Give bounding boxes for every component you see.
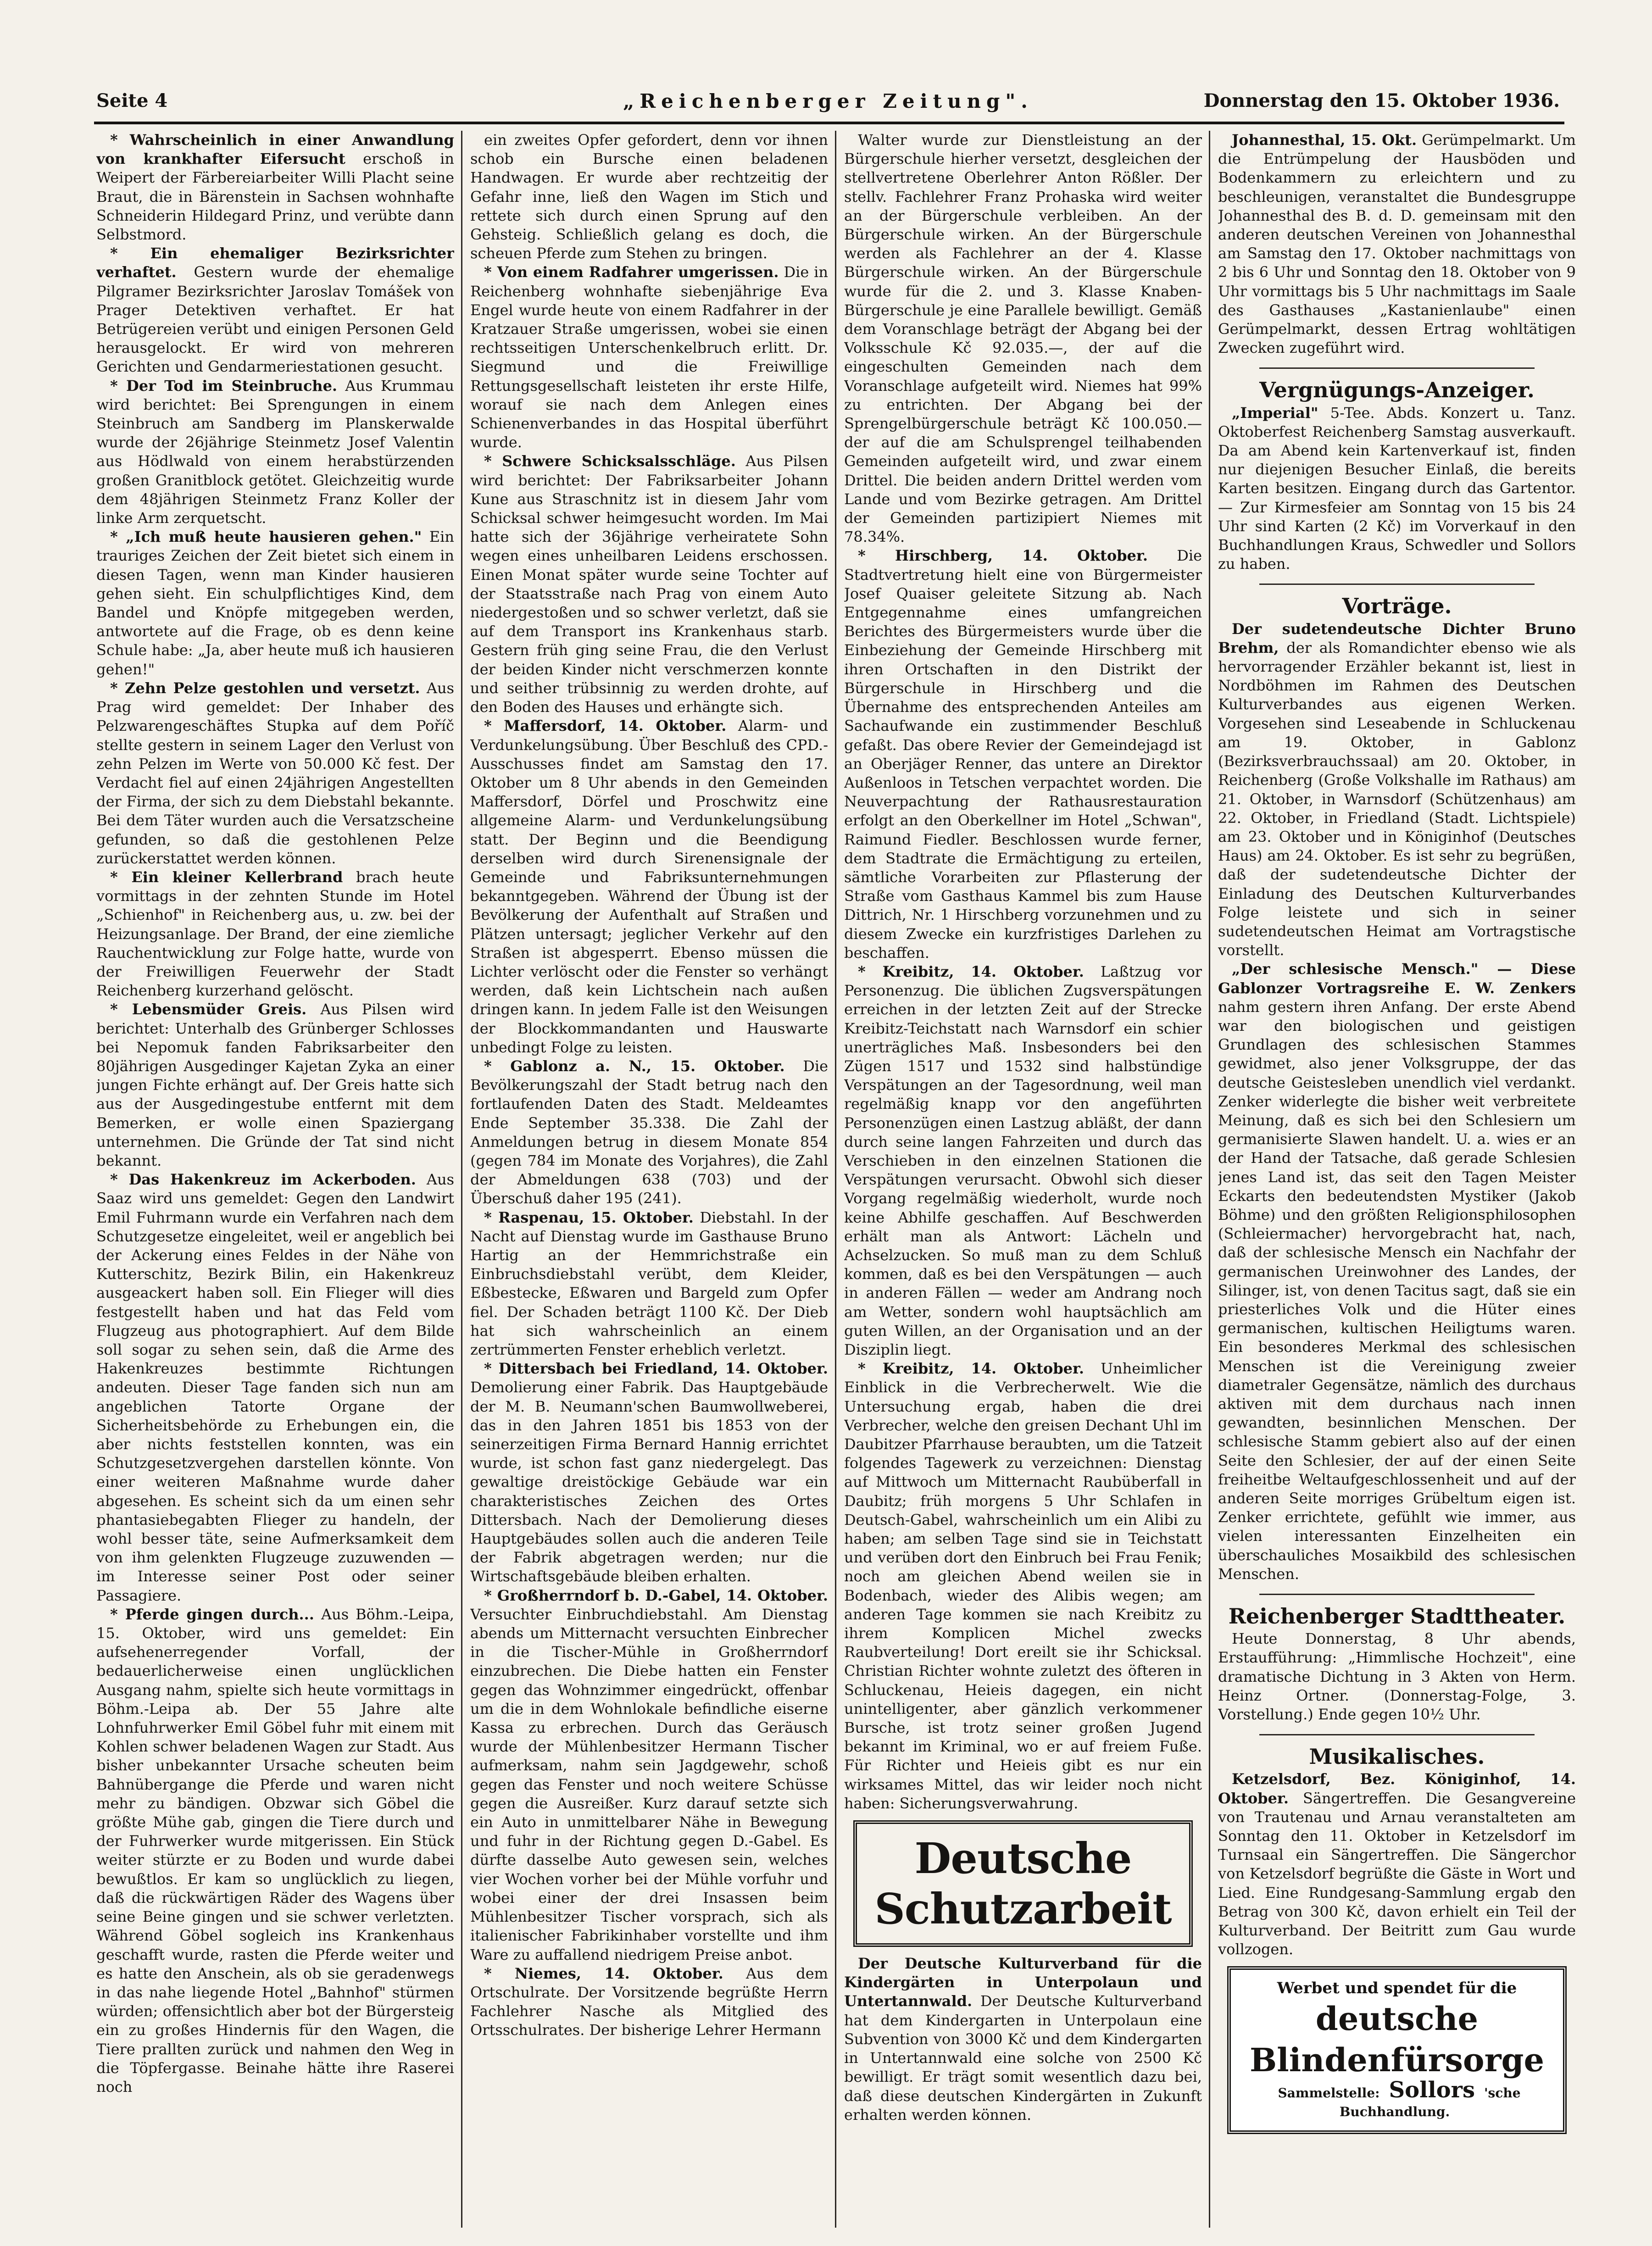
article [470, 1208, 828, 1360]
article-body: der als Romandichter ebenso wie als hervorragender Erzähler bekannt ist, liest in Nordböhmen im Rahmen des Deutschen Kulturverbandes aus eigenen Werken. Vorgesehen sind Leseabende in Schluckenau am 19. Oktober, in Gablonz (Bezirksverbrauchssaal) am 20. Oktober, in Reichenberg (Große Volkshalle im Rathaus) am 21. Oktober, in Warnsdorf (Schützenhaus) am 22. Oktober, in Friedland (Stadt. Lichtspiele) am 23. Oktober und in Königinhof (Deutsches Haus) am 24. Oktober. Es ist sehr zu begrüßen, daß der sudetendeutsche Dichter der Einladung des Deutschen Kulturverbandes Folge leistete und sich in seiner sudetendeutschen Heimat am Vortragstische vorstellt. [1218, 639, 1576, 959]
article [470, 131, 828, 263]
article-headline: Der Deutsche Kulturverband für die Kindergärten in Unterpolaun und Untertannwald. [844, 1955, 1202, 2010]
article-headline: * Hirschberg, 14. Oktober. [858, 547, 1148, 565]
article-headline: Ketzelsdorf, Bez. Königinhof, 14. Oktober. [1218, 1770, 1576, 1807]
article-body: Unheimlicher Einblick in die Verbrecherwelt. Wie die Untersuchung ergab, haben die drei Verbrecher, welche den greisen Dechant Uhl im Daubitzer Pfarrhause beraubten, um die Tatzeit folgendes Tagewerk zu verzeichnen: Dienstag auf Mittwoch um Mitternacht Raubüberfall in Daubitz; früh morgens 5 Uhr Schlafen in Deutsch-Gabel, wahrscheinlich um ein Alibi zu haben; am selben Tage sind sie in Teichstatt und verüben dort den Einbruch bei Frau Fenik; noch am gleichen Abend weilen sie in Bodenbach, wieder des Alibis wegen; am anderen Tage kommen sie nach Kreibitz zu ihrem Komplicen Michel zwecks Raubverteilung! Dort ereilt sie ihr Schicksal. Christian Richter wohnte zuletzt des öfteren in Schluckenau, Heieis dagegen, ein nicht unintelligenter, aber gänzlich verkommener Bursche, ist trotz seiner großen Jugend bekannt im Kriminal, wo er auf freiem Fuße. Für Richter und Heieis gibt es nur ein wirksames Mittel, das wir leider noch nicht haben: Sicherungsverwahrung. [844, 1360, 1202, 1812]
article-headline: * Das Hakenkreuz im Ackerboden. [110, 1171, 416, 1189]
article-body: Diebstahl. In der Nacht auf Dienstag wurde im Gasthause Bruno Hartig an der Hemmrichstraße ein Einbruchsdiebstahl verübt, dem Kleider, Eßbestecke, Eßwaren und Bargeld zum Opfer fiel. Der Schaden beträgt 1100 Kč. Der Dieb hat sich wahrscheinlich an einem zertrümmerten Fenster erheblich verletzt. [470, 1208, 828, 1358]
section-heading-vergnuegung: Vergnügungs-Anzeiger. [1259, 378, 1535, 403]
article-body: Alarm- und Verdunkelungsübung. Über Beschluß des CPD.-Ausschusses findet am Samstag den 17. Oktober um 8 Uhr abends in den Gemeinden Maffersdorf, Dörfel und Proschwitz eine allgemeine Alarm- und Verdunkelungsübung statt. Der Beginn und die Beendigung derselben wird durch Sirenensignale der Gemeinde und Fabriksunternehmungen bekanntgegeben. Während der Übung ist der Bevölkerung der Aufenthalt auf Straßen und Plätzen untersagt; jeglicher Verkehr auf den Straßen ist abgesperrt. Ebenso müssen die Lichter verlöscht oder die Fenster so verhängt werden, daß kein Lichtschein nach außen dringen kann. In jedem Falle ist den Weisungen der Blockkommandanten und Hauswarte unbedingt Folge zu leisten. [470, 717, 828, 1056]
article [1218, 404, 1576, 574]
schutzarbeit-ad [853, 1820, 1193, 1947]
article-body: brach heute vormittags in der zehnten Stunde im Hotel „Schienhof" in Reichenberg aus, u. zw. bei der Heizungsanlage. Der Brand, der eine ziemliche Rauchentwicklung zur Folge hatte, wurde von der Freiwilligen Feuerwehr der Stadt Reichenberg kurzerhand gelöscht. [96, 868, 454, 1000]
article [470, 263, 828, 452]
article [96, 244, 454, 376]
page-number: Seite 4 [96, 90, 168, 111]
article-body: Die in Reichenberg wohnhafte siebenjährige Eva Engel wurde heute von einem Radfahrer in der Kratzauer Straße umgerissen, wobei sie einen rechtsseitigen Unterschenkelbruch erlitt. Dr. Siegmund und die Freiwillige Rettungsgesellschaft leisteten ihr erste Hilfe, worauf sie nach dem Anlegen eines Schienenverbandes in das Hospital überführt wurde. [470, 263, 828, 451]
article-headline: * Raspenau, 15. Oktober. [484, 1208, 694, 1226]
article [1218, 131, 1576, 357]
article-headline: Johannesthal, 15. Okt. [1232, 131, 1417, 149]
article [1218, 960, 1576, 1584]
column-divider [835, 131, 836, 2228]
article [96, 1000, 454, 1170]
ad-tagline: Werbet und spendet für die [1277, 1979, 1517, 1998]
article-body: Walter wurde zur Dienstleistung an der Bürgerschule hierher versetzt, desgleichen der stellvertretene Oberlehrer Anton Rößler. Der stellv. Fachlehrer Franz Prohaska wird weiter an der Bürgerschule verbleiben. An der Bürgerschule wirken. An der Bürgerschule werden als Fachlehrer an der 4. Klasse Bürgerschule wirken. An der Bürgerschule wurde für die 2. und 3. Klasse Knaben-Bürgerschule je eine Parallele bewilligt. Gemäß dem Voranschlage beträgt der Abgang bei der Volksschule Kč 92.035.—, der auf die eingeschulten Gemeinden nach dem Voranschlage aufgeteilt wird. Niemes hat 99% zu entrichten. Der Abgang bei der Sprengelbürgerschule beträgt Kč 100.050.— der auf die am Schulsprengel teilhabenden Gemeinden aufgeteilt wird, und zwar einem Drittel. Die beiden andern Drittel werden vom Lande und vom Bezirke getragen. Am Drittel der Gemeinden partizipiert Niemes mit 78.34%. [844, 131, 1202, 546]
article-body: Aus Krummau wird berichtet: Bei Sprengungen in einem Steinbruch am Sandberg im Planskerwalde wurde der 26jährige Steinmetz Josef Valentin aus Hödlwald von einem herabstürzenden großen Granitblock getötet. Gleichzeitig wurde dem 48jährigen Steinmetz Franz Koller der linke Arm zerquetscht. [96, 377, 454, 527]
section-rule [1259, 1734, 1535, 1735]
article-headline: * Ein ehemaliger Bezirksrichter verhaftet. [96, 245, 454, 281]
article-headline: * Kreibitz, 14. Oktober. [858, 962, 1084, 980]
article [844, 546, 1202, 962]
article [470, 452, 828, 717]
section-heading-vortraege: Vorträge. [1342, 594, 1452, 619]
article [844, 131, 1202, 546]
article-headline: * Maffersdorf, 14. Oktober. [484, 717, 727, 735]
article-body: Die Stadtvertretung hielt eine von Bürgermeister Josef Quaiser geleitete Sitzung ab. Nach Entgegennahme eines umfangreichen Berichtes des Bürgermeisters wurde über die Einbeziehung der Gemeinde Hirschberg mit ihren Ortschaften in den Distrikt der Bürgerschule in Hirschberg und die Übernahme des entsprechenden Anteiles am Sachaufwande ein zustimmender Beschluß gefaßt. Das obere Revier der Gemeindejagd ist an Oberjäger Renner, das untere an Direktor Außenloos in Tetschen verpachtet worden. Die Neuverpachtung der Rathausrestauration erfolgt an den Oberkellner im Hotel „Schwan", Raimund Fiedler. Beschlossen wurde ferner, dem Stadtrate die Ermächtigung zu erteilen, sämtliche Vorarbeiten zur Pflasterung der Straße vom Gasthaus Kammel bis zum Hause Dittrich, Nr. 1 Hirschberg vorzunehmen und zu diesem Zwecke ein kurzfristiges Darlehen zu beschaffen. [844, 547, 1202, 962]
article [96, 377, 454, 528]
article-body: Aus Böhm.-Leipa, 15. Oktober, wird uns gemeldet: Ein aufsehenerregender Vorfall, der bedauerlicherweise einen unglücklichen Ausgang nahm, spielte sich heute vormittags in Böhm.-Leipa ab. Der 55 Jahre alte Lohnfuhrwerker Emil Göbel fuhr mit einem mit Kohlen schwer beladenen Wagen zur Stadt. Aus bisher unbekannter Ursache scheuten beim Bahnübergange die Pferde und waren nicht mehr zu bändigen. Obzwar sich Göbel die größte Mühe gab, gingen die Tiere durch und der Fuhrwerker wurde mitgerissen. Ein Stück weiter stürzte er zu Boden und wurde dabei bewußtlos. Er kam so unglücklich zu liegen, daß die rückwärtigen Räder des Wagens über seine Beine gingen und sie schwer verletzten. Während Göbel sogleich ins Krankenhaus geschafft wurde, rasten die Pferde weiter und es hatte den Anschein, als ob sie geradenwegs in das nahe liegende Hotel „Bahnhof" stürmen würden; offensichtlich aber bot der Bürgersteig ein zu großes Hindernis für den Wagen, die Tiere prallten zurück und nahmen den Weg in die Töpfergasse. Beinahe hätte ihre Raserei noch [96, 1605, 454, 2096]
article-headline: * Schwere Schicksalsschläge. [484, 452, 736, 470]
section-heading-musik: Musikalisches. [1309, 1744, 1485, 1769]
column-divider [461, 131, 462, 2228]
column-divider [1209, 131, 1210, 2228]
article-headline: „Der schlesische Mensch." — Diese Gablonzer Vortragsreihe E. W. Zenkers [1218, 960, 1576, 997]
article-body: Gestern wurde der ehemalige Pilgramer Bezirksrichter Jaroslav Tomášek von Prager Detektiven verhaftet. Er hat Betrügereien verübt und einigen Personen Geld herausgelockt. Er wird von mehreren Gerichten und Gendarmeriestationen gesucht. [96, 263, 454, 376]
column-2 [470, 131, 828, 2228]
article [1218, 620, 1576, 960]
article [96, 528, 454, 679]
article-headline: * Der Tod im Steinbruche. [110, 377, 338, 395]
article-body: Sängertreffen. Die Gesangvereine von Trautenau und Arnau veranstalteten am Sonntag den 11. Oktober in Ketzelsdorf im Turnsaal ein Sängertreffen. Die Sängerchor von Ketzelsdorf begrüßte die Gäste in Wort und Lied. Eine Rundgesang-Sammlung ergab den Betrag von 300 Kč, davon erhielt ein Teil der Kulturverband. Der Beitritt zum Gau wurde vollzogen. [1218, 1789, 1576, 1958]
article [844, 962, 1202, 1359]
article-headline: * Ein kleiner Kellerbrand [110, 868, 343, 886]
column-1 [96, 131, 454, 2228]
article-headline: * Lebensmüder Greis. [110, 1001, 307, 1018]
article-headline: * Niemes, 14. Oktober. [484, 1964, 723, 1982]
ad-title: Deutsche Schutzarbeit [874, 1834, 1172, 1934]
article-body: Laßtzug vor Personenzug. Die üblichen Zugsverspätungen erreichen in der letzten Zeit auf der Strecke Kreibitz-Teichstatt nach Warnsdorf ein schier unerträgliches Maß. Insbesonders bei den Zügen 1517 und 1532 sind halbstündige Verspätungen an der Tagesordnung, weil man regelmäßig knapp vor den angeführten Personenzügen einen Lastzug abläßt, der dann durch seine langen Fahrzeiten und durch das Verschieben in den einzelnen Stationen die Verspätungen verursacht. Obwohl sich dieser Vorgang regelmäßig wiederholt, wurde noch keine Abhilfe geschaffen. Auf Beschwerden erhält man als Antwort: Lächeln und Achselzucken. So muß man zu dem Schluß kommen, daß es bei den Verspätungen — auch in anderen Fällen — weder am Andrang noch am Wetter, sondern wohl hauptsächlich am guten Willen, an der Organisation und an der Disziplin liegt. [844, 962, 1202, 1358]
article-headline: * Dittersbach bei Friedland, 14. Oktober. [484, 1360, 828, 1378]
article-body: erschoß in Weipert der Färbereiarbeiter Willi Placht seine Braut, die in Bärenstein in Sachsen wohnhafte Schneiderin Hildegard Prinz, und verübte dann Selbstmord. [96, 150, 454, 244]
theater-notice: Heute Donnerstag, 8 Uhr abends, Erstaufführung: „Himmlische Hochzeit", eine dramatische Dichtung in 3 Akten von Herm. Heinz Ortner. (Donnerstag-Folge, 3. Vorstellung.) Ende gegen 10½ Uhr. [1218, 1630, 1576, 1723]
article-body: Der Deutsche Kulturverband hat dem Kindergarten in Unterpolaun eine Subvention von 3000 Kč und dem Kindergarten in Untertannwald eine solche von 2500 Kč bewilligt. Er trägt somit wesentlich dazu bei, daß diese deutschen Kindergärten in Zukunft erhalten werden können. [844, 1992, 1202, 2124]
article-body: Versuchter Einbruchdiebstahl. Am Dienstag abends um Mitternacht versuchten Einbrecher in die Tischer-Mühle in Großherrndorf einzubrechen. Die Diebe hatten ein Fenster gegen das Wohnzimmer eingedrückt, offenbar um die in dem Wohnlokale befindliche eiserne Kassa zu erbrechen. Durch das Geräusch wurde der Mühlenbesitzer Hermann Tischer aufmerksam, nahm sein Jagdgewehr, schoß gegen das Fenster und noch weitere Schüsse gegen die Ausreißer. Kurz darauf setzte sich ein Auto in unmittelbarer Nähe in Bewegung und fuhr in der Richtung gegen D.-Gabel. Es dürfte dasselbe Auto gewesen sein, welches vier Wochen vorher bei der Mühle vorfuhr und wobei einer der drei Insassen beim Mühlenbesitzer Tischer vorsprach, sich als italienischer Fabrikinhaber vorstellte und ihm Ware zu auffallend niedrigem Preise anbot. [470, 1605, 828, 1963]
article [96, 868, 454, 1000]
ad-sponsor-suffix: 'sche Buchhandlung. [1339, 2085, 1521, 2119]
article-headline: * Pferde gingen durch... [110, 1605, 314, 1623]
article-body: Aus Pilsen wird berichtet: Der Fabriksarbeiter Johann Kune aus Straschnitz ist in diesem Jahr vom Schicksal schwer heimgesucht worden. Im Mai hatte sich der 36jährige verheiratete Sohn wegen eines unheilbaren Leidens erschossen. Einen Monat später wurde seine Tochter auf der Staatsstraße nach Prag von einem Auto niedergestoßen und so schwer verletzt, daß sie auf dem Transport ins Krankenhaus starb. Gestern früh ging seine Frau, die den Verlust der beiden Kinder nicht verschmerzen konnte und seither trübsinnig zu werden drohte, auf den Boden des Hauses und erhängte sich. [470, 452, 828, 716]
column-3 [844, 131, 1202, 2228]
vergnuegung-list [1218, 404, 1576, 574]
article [96, 1170, 454, 1605]
article [96, 131, 454, 244]
ad-title: deutsche Blindenfürsorge [1250, 1999, 1544, 2079]
article-body: Aus Saaz wird uns gemeldet: Gegen den Landwirt Emil Fuhrmann wurde ein Verfahren nach dem Schutzgesetze eingeleitet, weil er angeblich bei der Ackerung eines Feldes in der Nähe von Kutterschitz, Bezirk Bilin, ein Hakenkreuz ausgeackert haben soll. Ein Flieger will dies festgestellt haben und hat das Feld vom Flugzeug aus photographiert. Auf dem Bilde soll sogar zu sehen sein, daß die Arme des Hakenkreuzes bestimmte Richtungen andeuten. Dieser Tage fanden sich nun am angeblichen Tatorte Organe der Sicherheitsbehörde zu Erhebungen ein, die aber nichts feststellen konnten, was ein Schutzgesetzvergehen darstellen könnte. Von einer weiteren Maßnahme wurde daher abgesehen. Es scheint sich da um einen sehr phantasiebegabten Flieger zu handeln, der wohl besser täte, seine Aufmerksamkeit dem von ihm gelenkten Flugzeuge zuzuwenden — im Interesse seiner Post oder seiner Passagiere. [96, 1171, 454, 1604]
article-headline: * Wahrscheinlich in einer Anwandlung von krankhafter Eifersucht [96, 131, 454, 168]
article-body: Demolierung einer Fabrik. Das Hauptgebäude der M. B. Neumann'schen Baumwollweberei, das in den Jahren 1851 bis 1853 von der seinerzeitigen Firma Bernard Hannig errichtet wurde, ist schon fast ganz niedergelegt. Das gewaltige dreistöckige Gebäude war ein charakteristisches Zeichen des Ortes Dittersbach. Nach der Demolierung dieses Hauptgebäudes sollen auch die anderen Teile der Fabrik abgetragen werden; nur die Wirtschaftsgebäude bleiben erhalten. [470, 1379, 828, 1585]
column-4 [1218, 131, 1576, 2228]
article-body: Aus Pilsen wird berichtet: Unterhalb des Grünberger Schlosses bei Nepomuk fanden Fabriksarbeiter den 80jährigen Ausgedinger Kajetan Zyka an einer jungen Fichte erhängt auf. Der Greis hatte sich aus der Ausgedingestube entfernt mit dem Bemerken, er wolle einen Spaziergang unternehmen. Die Gründe der Tat sind nicht bekannt. [96, 1001, 454, 1169]
article [96, 679, 454, 868]
article [470, 1359, 828, 1586]
section-heading-theater: Reichenberger Stadttheater. [1228, 1604, 1566, 1629]
section-rule [1259, 1594, 1535, 1595]
article [844, 1954, 1202, 2124]
header-rule [94, 122, 1564, 124]
article-headline: Der sudetendeutsche Dichter Bruno Brehm, [1218, 620, 1576, 656]
article-body: Die Bevölkerungszahl der Stadt betrug nach den fortlaufenden Daten des Stadt. Meldeamtes Ende September 35.338. Die Zahl der Anmeldungen betrug in diesem Monate 854 (gegen 784 im Monate des Vorjahres), die Zahl der Abmeldungen 638 (703) und der Überschuß daher 195 (241). [470, 1057, 828, 1207]
article [1218, 1770, 1576, 1959]
article-headline: * Kreibitz, 14. Oktober. [858, 1360, 1085, 1378]
article-headline: „Imperial" [1232, 404, 1318, 422]
article-headline: * Großherrndorf b. D.-Gabel, 14. Oktober. [484, 1586, 828, 1604]
ad-collect-label: Sammelstelle: [1278, 2085, 1380, 2101]
issue-date: Donnerstag den 15. Oktober 1936. [1203, 90, 1560, 111]
article-headline: * Gablonz a. N., 15. Oktober. [484, 1057, 785, 1075]
page-header [96, 90, 1560, 116]
article [470, 1586, 828, 1964]
article [844, 1359, 1202, 1813]
article-body: Aus dem Ortschulrate. Der Vorsitzende begrüßte Herrn Fachlehrer Nasche als Mitglied des Ortsschulrates. Der bisherige Lehrer Hermann [470, 1964, 828, 2039]
section-rule [1259, 367, 1535, 369]
ad-sponsor: Sollors [1389, 2077, 1475, 2103]
blindenfuersorge-ad [1227, 1966, 1567, 2134]
article [470, 1964, 828, 2040]
article-headline: * „Ich muß heute hausieren gehen." [110, 528, 422, 546]
article-body: Ein trauriges Zeichen der Zeit bietet sich einem in diesen Tagen, wenn man Kinder hausieren gehen sieht. Ein schulpflichtiges Kind, dem Bandel und Knöpfe mitgegeben werden, antwortete auf die Frage, ob es denn keine Schule habe: „Ja, aber heute muß ich hausieren gehen!" [96, 528, 454, 678]
article-body: nahm gestern ihren Anfang. Der erste Abend war den biologischen und geistigen Grundlagen des schlesischen Stammes gewidmet, also jener Volksgruppe, der das deutsche Geistesleben unendlich viel verdankt. Zenker widerlegte die bisher weit verbreitete Meinung, daß es sich bei den Schlesiern um germanisierte Slawen handelt. U. a. wies er an der Hand der Tatsache, daß gerade Schlesien jenes Land ist, das seit den Tagen Meister Eckarts den bedeutendsten Mystiker (Jakob Böhme) und den größten Religionsphilosophen (Schleiermacher) hervorgebracht hat, nach, daß der schlesische Mensch ein Nachfahr der germanischen Ureinwohner des Landes, der Silinger, ist, von denen Tacitus sagt, daß sie ein priesterliches Volk und die Hüter eines germanischen, kultischen Heiligtums waren. Ein besonderes Merkmal des schlesischen Menschen ist die Vereinigung zweier diametraler Gegensätze, nämlich des durchaus aktiven mit dem durchaus nach innen gewandten, besinnlichen Menschen. Der schlesische Stamm gebiert also auf der einen Seite den Schlesier, der auf der einen Seite freiheitbe Weltaufgeschlossenheit und auf der anderen Seite morriges Grübeltum eigen ist. Zenker errichtete, gefühlt wie immer, aus vielen interessanten Einzelheiten ein überschauliches Mosaikbild des schlesischen Menschen. [1218, 998, 1576, 1583]
article-body: 5-Tee. Abds. Konzert u. Tanz. Oktoberfest Reichenberg Samstag ausverkauft. Da am Abend kein Kartenverkauf ist, finden nur diejenigen Besucher Einlaß, die bereits Karten besitzen. Eingang durch das Gartentor. — Zur Kirmesfeier am Sonntag von 15 bis 24 Uhr sind Karten (2 Kč) im Vorverkauf in den Buchhandlungen Kraus, Schwedler und Sollors zu haben. [1218, 404, 1576, 573]
article [96, 1605, 454, 2096]
article [470, 1057, 828, 1208]
article-body: ein zweites Opfer gefordert, denn vor ihnen schob ein Bursche einen beladenen Handwagen. Er wurde aber rechtzeitig der Gefahr inne, ließ den Wagen im Stich und rettete sich durch einen Sprung auf den Gehsteig. Schließlich gelang es doch, die scheuen Pferde zum Stehen zu bringen. [470, 131, 828, 262]
article-headline: * Zehn Pelze gestohlen und versetzt. [110, 679, 420, 697]
ad-footer [1235, 2077, 1558, 2121]
masthead-title: „Reichenberger Zeitung". [623, 90, 1033, 112]
vortraege-list [1218, 620, 1576, 1584]
article [470, 717, 828, 1057]
article-headline: * Von einem Radfahrer umgerissen. [484, 263, 779, 281]
article-body: Gerümpelmarkt. Um die Entrümpelung der Hausböden und Bodenkammern zu erleichtern und zu beschleunigen, veranstaltet die Bundesgruppe Johannesthal des B. d. D. gemeinsam mit den anderen deutschen Vereinen von Johannesthal am Samstag den 17. Oktober nachmittags von 2 bis 6 Uhr und Sonntag den 18. Oktober von 9 Uhr vormittags bis 5 Uhr nachmittags im Saale des Gasthauses „Kastanienlaube" einen Gerümpelmarkt, dessen Ertrag wohltätigen Zwecken zugeführt wird. [1218, 131, 1576, 357]
section-rule [1259, 584, 1535, 585]
article-body: Aus Prag wird gemeldet: Der Inhaber des Pelzwarengeschäftes Stupka auf dem Poříč stellte gestern in seinem Lager den Verlust von zehn Pelzen im Werte von 50.000 Kč fest. Der Verdacht fiel auf einen 24jährigen Angestellten der Firma, der sich zu dem Diebstahl bekannte. Bei dem Täter wurden auch die Versatzscheine gefunden, so daß die gestohlenen Pelze zurückerstattet werden können. [96, 679, 454, 867]
column-3-articles [844, 131, 1202, 1813]
